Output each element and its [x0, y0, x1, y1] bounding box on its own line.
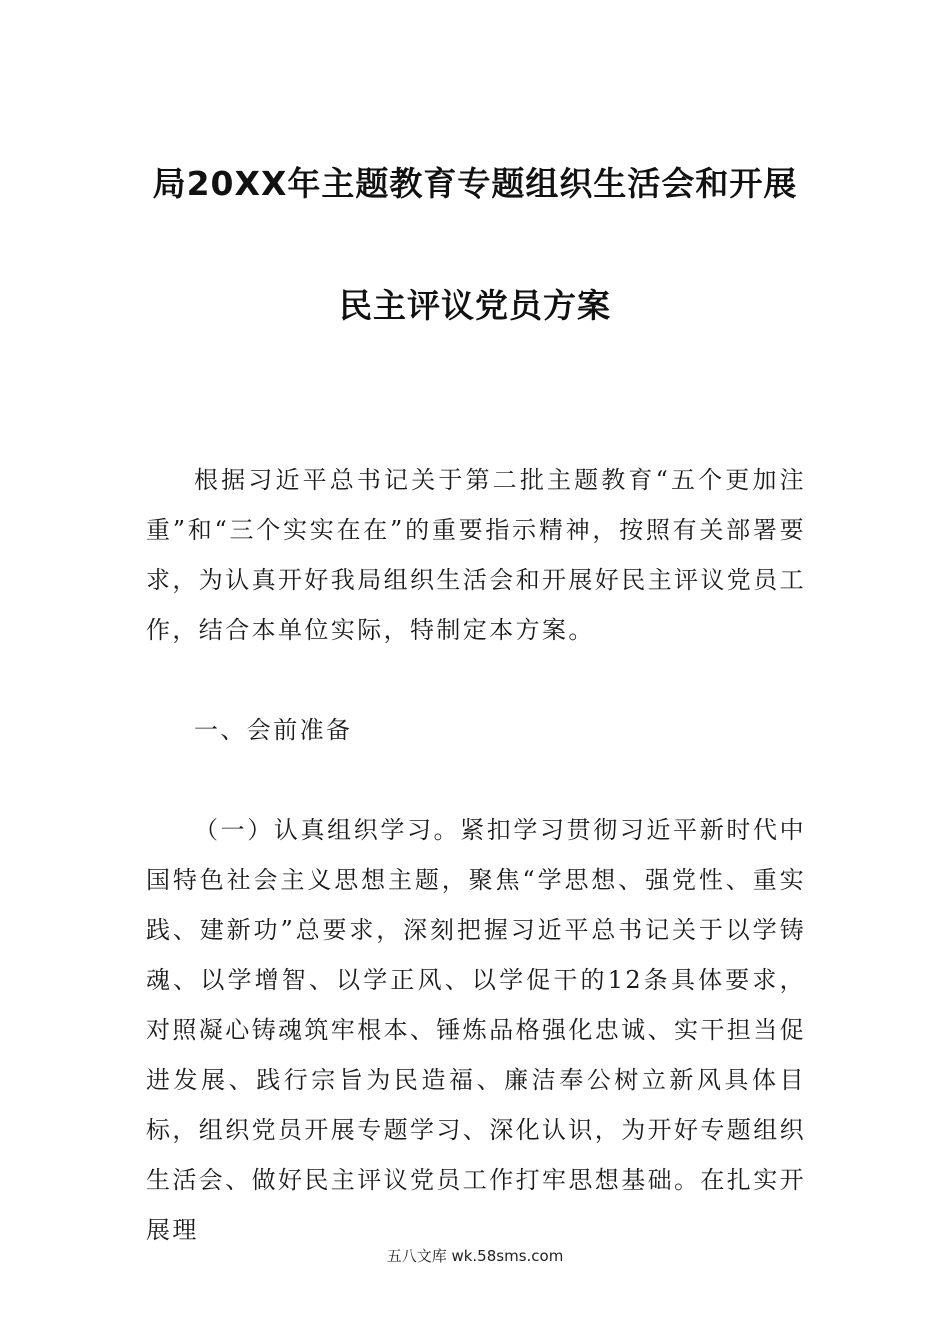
document-title-line-1: 局20XX年主题教育专题组织生活会和开展: [152, 164, 798, 203]
body-paragraph: （一）认真组织学习。紧扣学习贯彻习近平新时代中国特色社会主义思想主题，聚焦“学思想、强党性、重实践、建新功”总要求，深刻把握习近平总书记关于以学铸魂、以学增智、以学正风、以学促干的12条具体要求，对照凝心铸魂筑牢根本、锤炼品格强化忠诚、实干担当促进发展、践行宗旨为民造福、廉洁奉公树立新风具体目标，组织党员开展专题学习、深化认识，为开好专题组织生活会、做好民主评议党员工作打牢思想基础。在扎实开展理: [146, 816, 806, 1244]
document-title-line-2: 民主评议党员方案: [339, 286, 611, 325]
section-heading: 一、会前准备: [194, 716, 353, 744]
footer-watermark: 五八文库 wk.58sms.com: [386, 1247, 564, 1265]
intro-paragraph: 根据习近平总书记关于第二批主题教育“五个更加注重”和“三个实实在在”的重要指示精神，按照有关部署要求，为认真开好我局组织生活会和开展好民主评议党员工作，结合本单位实际，特制定本方案。: [146, 466, 806, 644]
